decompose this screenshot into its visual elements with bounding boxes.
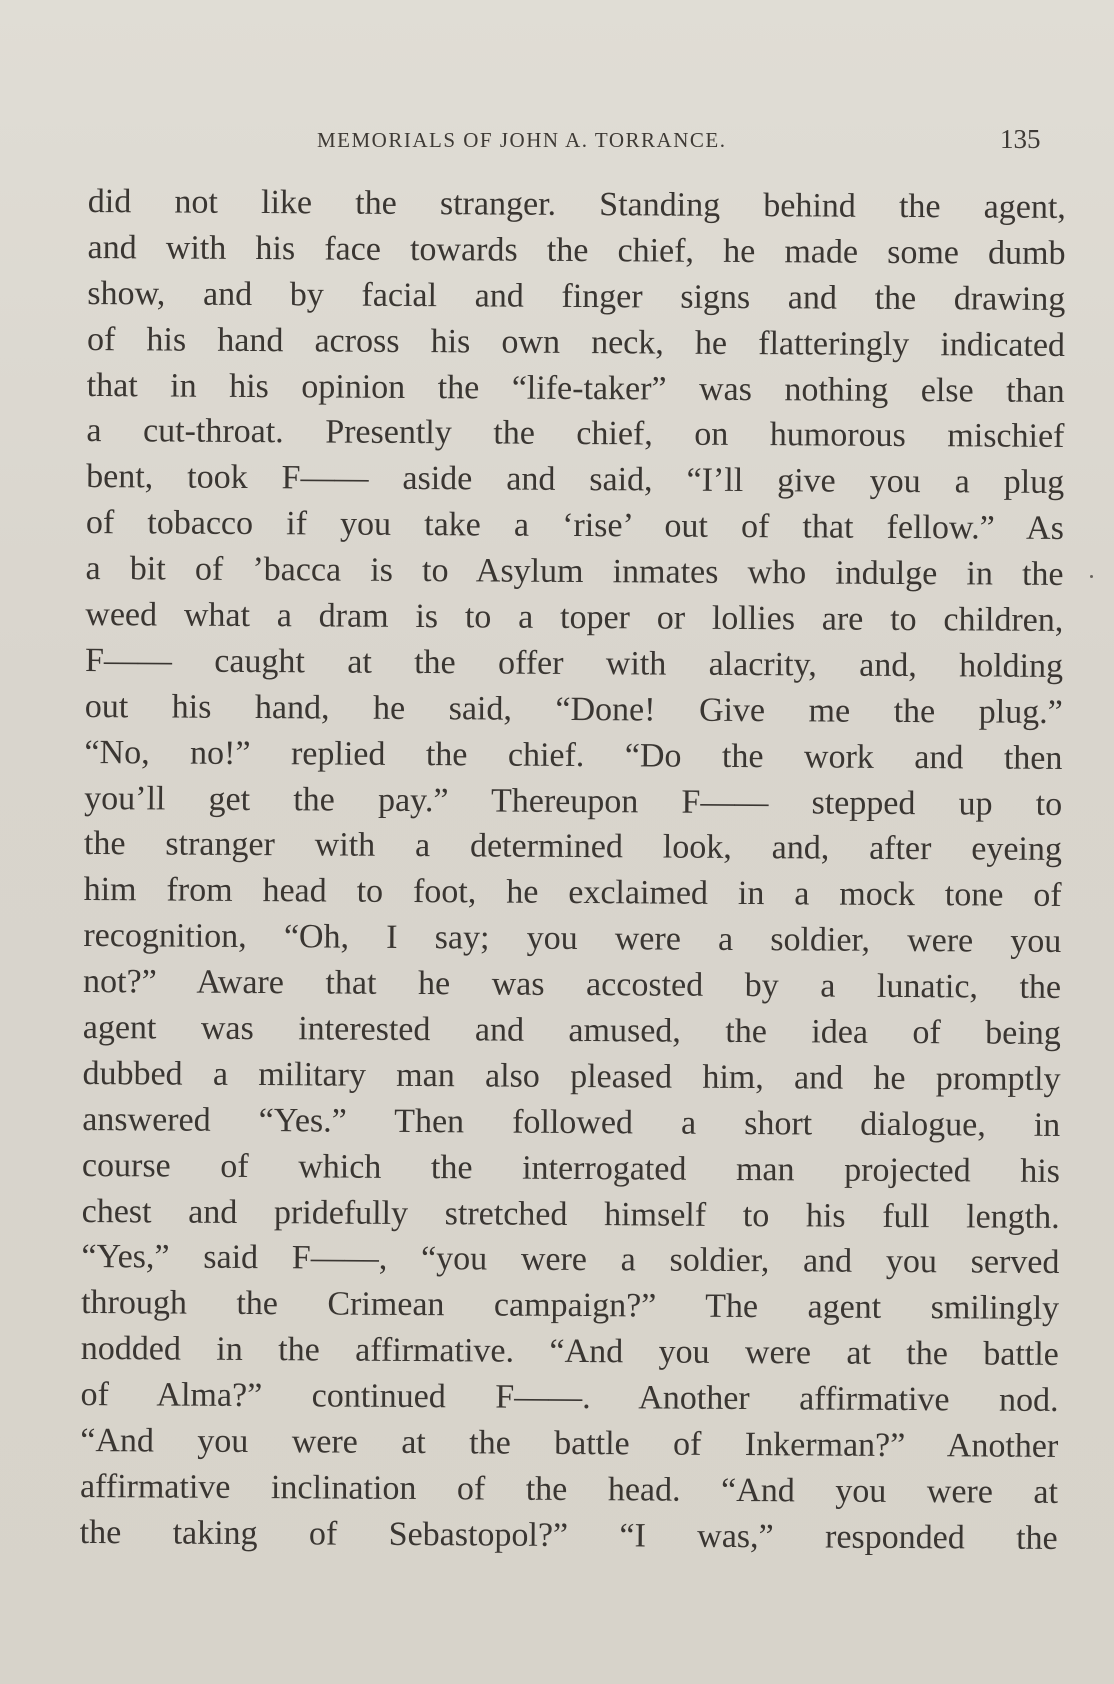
text-line: weed what a dram is to a toper or lollies are to children, bbox=[85, 596, 1064, 639]
text-line: a cut-throat. Presently the chief, on humorous mischief bbox=[86, 412, 1065, 456]
text-line: of tobacco if you take a ‘rise’ out of that fellow.” As bbox=[85, 504, 1064, 548]
text-line: dubbed a military man also pleased him, and he promptly bbox=[82, 1054, 1061, 1098]
text-line: chest and pridefully stretched himself to his full length. bbox=[81, 1192, 1060, 1236]
text-line: bent, took F—— aside and said, “I’ll give you a plug bbox=[86, 458, 1065, 502]
running-title: MEMORIALS OF JOHN A. TORRANCE. bbox=[317, 128, 727, 152]
text-line: agent was interested and amused, the idea of being bbox=[82, 1009, 1061, 1052]
text-line: not?” Aware that he was accosted by a lunatic, the bbox=[82, 963, 1062, 1007]
body-text bbox=[80, 179, 1066, 1562]
text-line: you’ll get the pay.” Thereupon F—— stepped up to bbox=[84, 779, 1063, 823]
text-line: “Yes,” said F——, “you were a soldier, and you served bbox=[81, 1238, 1060, 1282]
running-head bbox=[0, 124, 1114, 164]
text-line: “And you were at the battle of Inkerman?” Another bbox=[80, 1422, 1059, 1465]
text-line: show, and by facial and finger signs and the drawing bbox=[87, 274, 1066, 318]
text-line: course of which the interrogated man projected his bbox=[81, 1146, 1061, 1190]
text-line: of his hand across his own neck, he flatteringly indicated bbox=[86, 320, 1066, 364]
paper-speck bbox=[1090, 575, 1093, 578]
text-line: out his hand, he said, “Done! Give me the plug.” bbox=[84, 687, 1063, 731]
text-line: of Alma?” continued F——. Another affirmative nod. bbox=[80, 1376, 1059, 1420]
text-line: answered “Yes.” Then followed a short dialogue, in bbox=[82, 1100, 1061, 1144]
text-line: a bit of ’bacca is to Asylum inmates who indulge in the bbox=[85, 550, 1064, 594]
text-line: the taking of Sebastopol?” “I was,” responded the bbox=[79, 1513, 1058, 1557]
text-line: “No, no!” replied the chief. “Do the work and then bbox=[84, 733, 1063, 777]
text-line: did not like the stranger. Standing behind the agent, bbox=[87, 182, 1066, 226]
text-line: affirmative inclination of the head. “And you were at bbox=[79, 1467, 1059, 1511]
text-line: and with his face towards the chief, he made some dumb bbox=[87, 228, 1066, 272]
text-line: him from head to foot, he exclaimed in a mock tone of bbox=[83, 871, 1062, 915]
text-line: the stranger with a determined look, and, after eyeing bbox=[83, 825, 1063, 869]
text-line: that in his opinion the “life-taker” was nothing else than bbox=[86, 366, 1065, 410]
text-line: through the Crimean campaign?” The agent smilingly bbox=[81, 1284, 1060, 1328]
page-number: 135 bbox=[1000, 124, 1041, 154]
text-line: F—— caught at the offer with alacrity, and, holding bbox=[84, 641, 1064, 685]
text-line: nodded in the affirmative. “And you were at the battle bbox=[80, 1330, 1059, 1374]
text-line: recognition, “Oh, I say; you were a soldier, were you bbox=[83, 917, 1062, 961]
